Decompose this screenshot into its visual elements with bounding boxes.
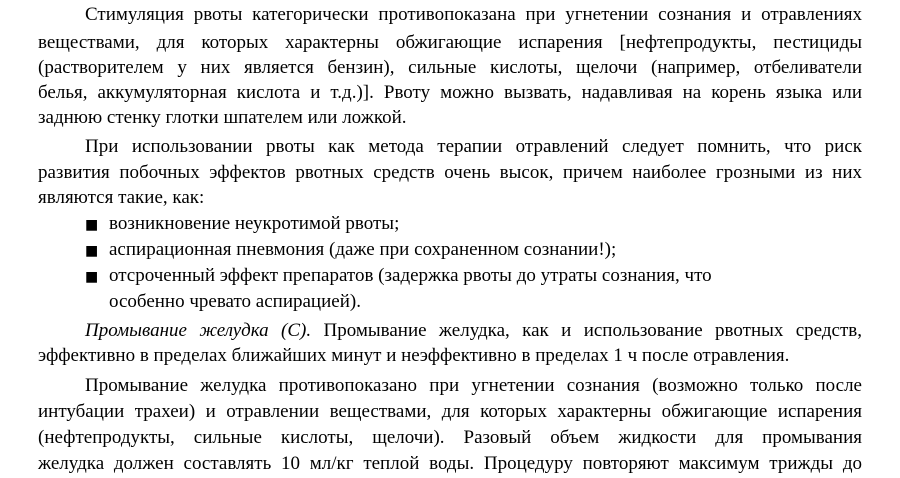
bullet-square-icon: ■ [85,217,99,233]
paragraph-1-line-1: Стимуляция рвоты категорически противопоказана при угнетении сознания и отравлениях [85,4,862,25]
paragraph-3-line-2: эффективно в пределах ближайших минут и неэффективно в пределах 1 ч после отравления. [38,345,790,366]
paragraph-1-line-4: белья, аккумуляторная кислота и т.д.)]. Рвоту можно вызвать, надавливая на корень языка или [38,82,862,103]
bullet-item-1: возникновение неукротимой рвоты; [109,213,400,234]
section-heading: Промывание желудка (С). [85,320,312,341]
paragraph-1-line-2: веществами, для которых характерны обжигающие испарения [нефтепродукты, пестициды [38,32,862,53]
paragraph-2-line-3: являются такие, как: [38,187,205,208]
paragraph-4-line-1: Промывание желудка противопоказано при угнетении сознания (возможно только после [85,375,862,396]
paragraph-3-line-1 [85,321,862,340]
paragraph-4-line-2: интубации трахеи) и отравлении веществами, для которых характерны обжигающие испарения [38,401,862,422]
bullet-item-3-line-1: отсроченный эффект препаратов (задержка рвоты до утраты сознания, что [109,265,712,286]
paragraph-1-line-3: (растворителем у них является бензин), сильные кислоты, щелочи (например, отбеливатели [38,57,862,78]
bullet-item-2: аспирационная пневмония (даже при сохраненном сознании!); [109,239,617,260]
paragraph-4-line-3: (нефтепродукты, сильные кислоты, щелочи). Разовый объем жидкости для промывания [38,427,862,448]
paragraph-4-line-4: желудка должен составлять 10 мл/кг теплой воды. Процедуру повторяют максимум трижды до [38,453,862,474]
paragraph-3-line-1-rest: Промывание желудка, как и использование рвотных средств, [311,320,862,341]
paragraph-2-line-1: При использовании рвоты как метода терапии отравлений следует помнить, что риск [85,136,862,157]
paragraph-2-line-2: развития побочных эффектов рвотных средств очень высок, причем наиболее грозными из них [38,162,862,183]
paragraph-1-line-5: заднюю стенку глотки шпателем или ложкой. [38,107,407,128]
bullet-square-icon: ■ [85,243,99,259]
bullet-square-icon: ■ [85,269,99,285]
bullet-item-3-line-2: особенно чревато аспирацией). [109,291,361,312]
